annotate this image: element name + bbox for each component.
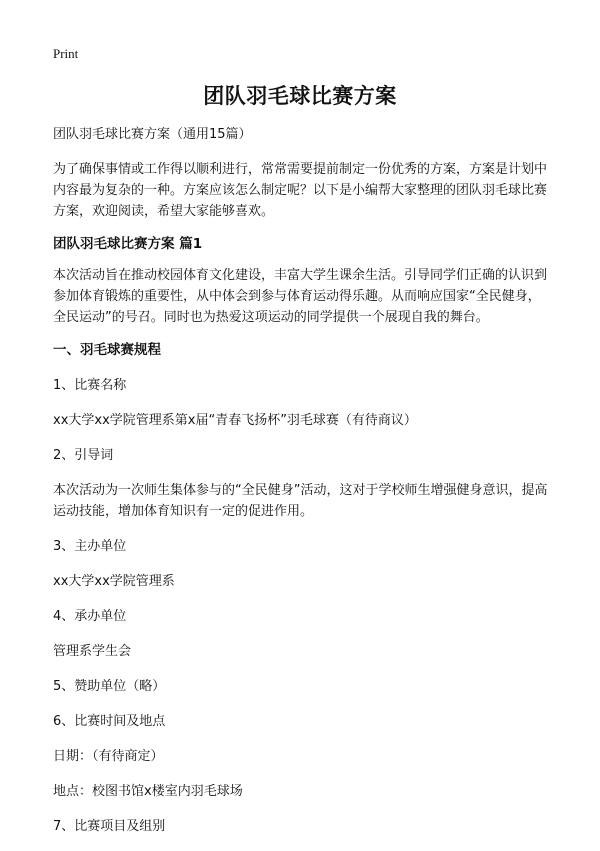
item-content: xx大学xx学院管理系第x届“青春飞扬杯”羽毛球赛（有待商议）	[53, 413, 417, 428]
item-label: 1、比赛名称	[53, 378, 127, 393]
print-link[interactable]: Print	[53, 46, 79, 61]
subtitle-line: 团队羽毛球比赛方案（通用15篇）	[53, 127, 252, 142]
item-label: 4、承办单位	[53, 609, 127, 624]
section-heading: 团队羽毛球比赛方案 篇1	[53, 236, 203, 252]
document-body	[53, 124, 550, 851]
item-content: 管理系学生会	[53, 644, 132, 659]
item-content: 本次活动为一次师生集体参与的“全民健身”活动，这对于学校师生增强健身意识，提高运动技能，增加体育知识有一定的促进作用。	[53, 483, 548, 519]
section-intro-paragraph: 本次活动旨在推动校园体育文化建设，丰富大学生课余生活。引导同学们正确的认识到参加体育锻炼的重要性，从中体会到参与体育运动得乐趣。从而响应国家“全民健身，全民运动”的号召。同时也为热爱这项运动的同学提供一个展现自我的舞台。	[53, 268, 548, 325]
date-line: 日期：（有待商定）	[53, 749, 164, 764]
place-line: 地点：校图书馆x楼室内羽毛球场	[53, 784, 243, 799]
rules-heading: 一、羽毛球赛规程	[53, 342, 161, 358]
item-label: 7、比赛项目及组别	[53, 819, 166, 834]
item-label: 2、引导词	[53, 448, 114, 463]
item-label: 3、主办单位	[53, 539, 127, 554]
intro-paragraph: 为了确保事情或工作得以顺利进行，常常需要提前制定一份优秀的方案，方案是计划中内容最为复杂的一种。方案应该怎么制定呢？以下是小编帮大家整理的团队羽毛球比赛方案，欢迎阅读，希望大家能够喜欢。	[53, 162, 548, 219]
item-label: 5、赞助单位（略）	[53, 679, 166, 694]
item-content: xx大学xx学院管理系	[53, 574, 175, 589]
page-title: 团队羽毛球比赛方案	[203, 84, 397, 108]
item-label: 6、比赛时间及地点	[53, 714, 166, 729]
